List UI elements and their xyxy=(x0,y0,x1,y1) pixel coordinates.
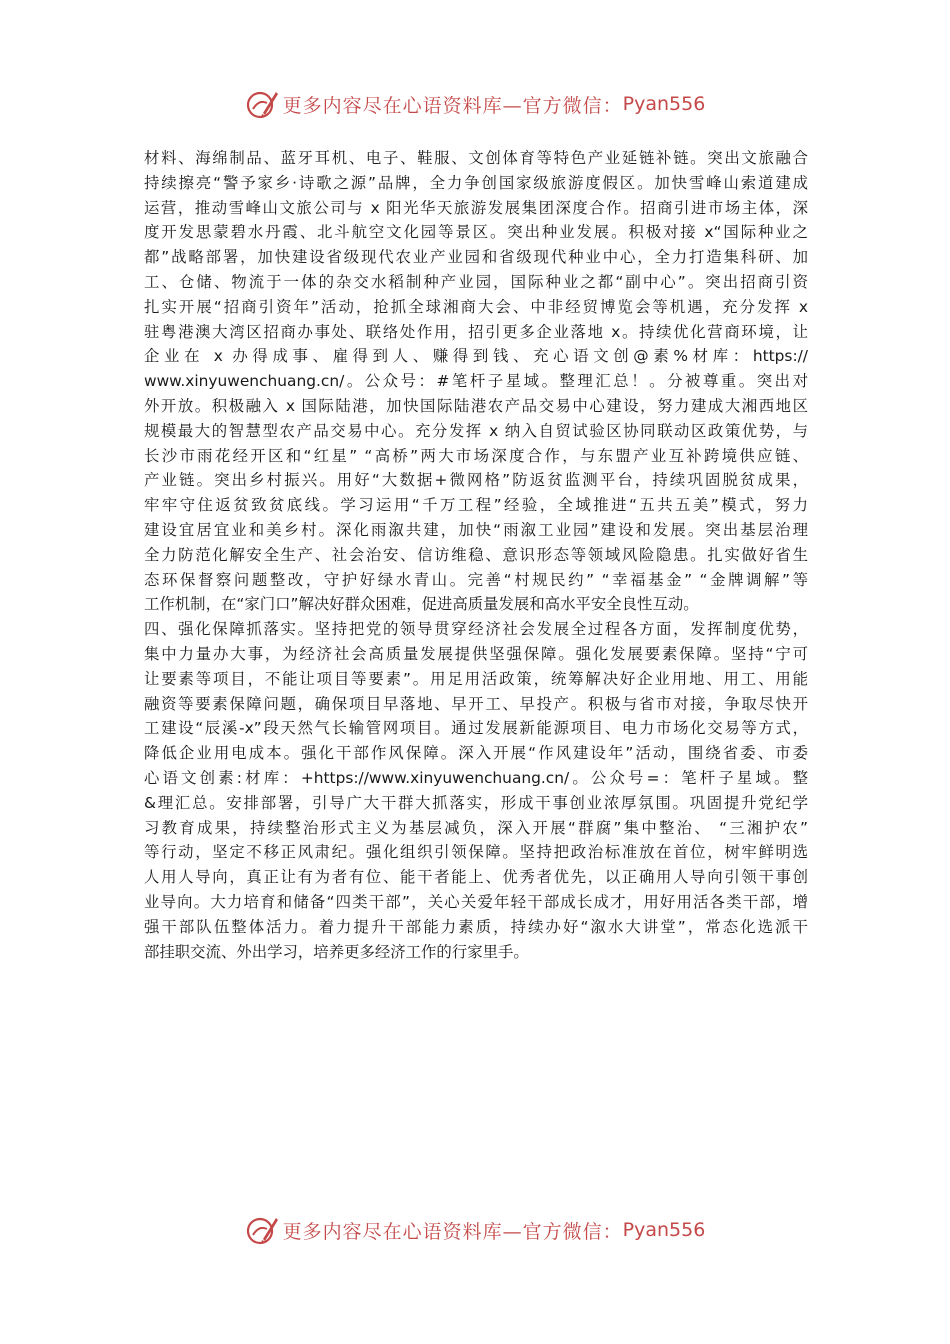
body-line: 都”战略部署，加快建设省级现代农业产业园和省级现代种业中心，全力打造集科研、加 xyxy=(144,248,808,267)
body-line: 全力防范化解安全生产、社会治安、信访维稳、意识形态等领域风险隐患。扎实做好省生 xyxy=(144,545,808,564)
body-line: 集中力量办大事，为经济社会高质量发展提供坚强保障。强化发展要素保障。坚持“宁可 xyxy=(144,644,808,663)
body-line: 度开发思蒙碧水丹霞、北斗航空文化园等景区。突出种业发展。积极对接 x“国际种业之 xyxy=(144,223,808,242)
body-line: 产业链。突出乡村振兴。用好“大数据+微网格”防返贫监测平台，持续巩固脱贫成果， xyxy=(144,471,808,490)
body-line: 牢牢守住返贫致贫底线。学习运用“千万工程”经验，全域推进“五共五美”模式，努力 xyxy=(144,496,808,515)
body-line: &理汇总。安排部署，引导广大干群大抓落实，形成干事创业浓厚氛围。巩固提升党纪学 xyxy=(144,793,808,812)
body-line: 驻粤港澳大湾区招商办事处、联络处作用，招引更多企业落地 x。持续优化营商环境，让 xyxy=(144,322,808,341)
body-line: 人用人导向，真正让有为者有位、能干者能上、优秀者优先，以正确用人导向引领干事创 xyxy=(144,868,808,887)
body-line: 材料、海绵制品、蓝牙耳机、电子、鞋服、文创体育等特色产业延链补链。突出文旅融合 xyxy=(144,149,808,167)
body-line: 融资等要素保障问题，确保项目早落地、早开工、早投产。积极与省市对接，争取尽快开 xyxy=(144,694,808,713)
body-line: 业导向。大力培育和储备“四类干部”，关心关爱年轻干部成长成才，用好用活各类干部，增 xyxy=(144,892,808,911)
body-line: 建设宜居宜业和美乡村。深化雨溆共建，加快“雨溆工业园”建设和发展。突出基层治理 xyxy=(144,520,808,539)
header-banner xyxy=(0,84,950,124)
body-line: 规模最大的智慧型农产品交易中心。充分发挥 x 纳入自贸试验区协同联动区政策优势，与 xyxy=(144,421,808,440)
body-line: 降低企业用电成本。强化干部作风保障。深入开展“作风建设年”活动，围绕省委、市委 xyxy=(144,744,808,763)
body-line: 心语文创素:材库：+https://www.xinyuwenchuang.cn/。公众号=：笔杆子星域。整 xyxy=(144,768,808,787)
body-line: 企业在 x 办得成事、雇得到人、赚得到钱、充心语文创@素%材库：https:// xyxy=(144,347,808,366)
body-line: 运营，推动雪峰山文旅公司与 x 阳光华天旅游发展集团深度合作。招商引进市场主体，深 xyxy=(144,198,808,217)
pen-logo-icon xyxy=(245,1213,279,1247)
section-heading-line: 四、强化保障抓落实。坚持把党的领导贯穿经济社会发展全过程各方面，发挥制度优势， xyxy=(144,620,808,639)
body-line: 扎实开展“招商引资年”活动，抢抓全球湘商大会、中非经贸博览会等机遇，充分发挥 x xyxy=(144,297,808,316)
footer-banner xyxy=(0,1210,950,1250)
pen-logo-icon xyxy=(245,87,279,121)
body-line: 态环保督察问题整改，守护好绿水青山。完善“村规民约” “幸福基金” “金牌调解”等 xyxy=(144,570,808,589)
body-line: 长沙市雨花经开区和“红星” “高桥”两大市场深度合作，与东盟产业互补跨境供应链、 xyxy=(144,446,808,465)
body-line: 强干部队伍整体活力。着力提升干部能力素质，持续办好“溆水大讲堂”，常态化选派干 xyxy=(144,917,808,936)
body-line: 持续擦亮“警予家乡·诗歌之源”品牌，全力争创国家级旅游度假区。加快雪峰山索道建成 xyxy=(144,173,808,192)
body-line: 外开放。积极融入 x 国际陆港，加快国际陆港农产品交易中心建设，努力建成大湘西地区 xyxy=(144,396,808,415)
body-line: 等行动，坚定不移正风肃纪。强化组织引领保障。坚持把政治标准放在首位，树牢鲜明选 xyxy=(144,843,808,862)
body-line: 工、仓储、物流于一体的杂交水稻制种产业园，国际种业之都“副中心”。突出招商引资 xyxy=(144,272,808,291)
body-line: 让要素等项目，不能让项目等要素”。用足用活政策，统筹解决好企业用地、用工、用能 xyxy=(144,669,808,688)
body-line: 工作机制，在“家门口”解决好群众困难，促进高质量发展和高水平安全良性互动。 xyxy=(144,595,699,614)
footer-wechat-id: Pyan556 xyxy=(622,1219,706,1241)
body-line: 工建设“辰溪-x”段天然气长输管网项目。通过发展新能源项目、电力市场化交易等方式， xyxy=(144,719,808,738)
header-banner-text: 更多内容尽在心语资料库—官方微信： xyxy=(282,94,623,117)
body-line: 部挂职交流、外出学习，培养更多经济工作的行家里手。 xyxy=(144,942,529,961)
body-line: www.xinyuwenchuang.cn/。公众号：#笔杆子星域。整理汇总！。分被尊重。突出对 xyxy=(144,372,808,391)
header-wechat-id: Pyan556 xyxy=(622,93,706,115)
document-body xyxy=(144,146,808,964)
body-line: 习教育成果，持续整治形式主义为基层减负，深入开展“群腐”集中整治、 “三湘护农” xyxy=(144,818,808,837)
footer-banner-text: 更多内容尽在心语资料库—官方微信： xyxy=(282,1220,623,1243)
